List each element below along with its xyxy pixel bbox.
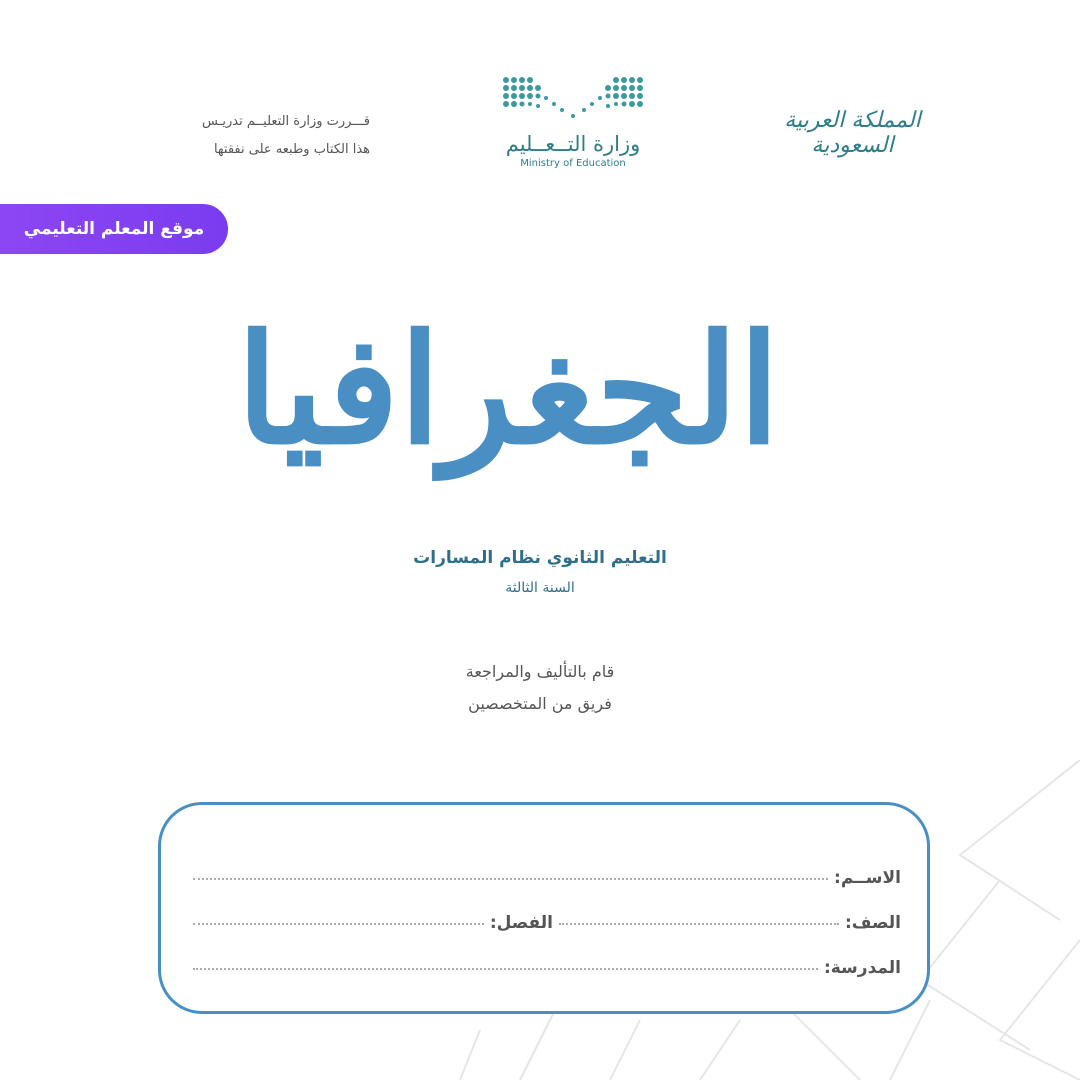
teacher-site-badge[interactable]: موقع المعلم التعليمي: [0, 204, 228, 254]
ministry-name-arabic: وزارة التــعــليم: [505, 132, 641, 156]
ministry-decree: [60, 108, 370, 164]
ministry-logo: [478, 72, 668, 169]
grade-field[interactable]: [559, 922, 839, 925]
ministry-dots-icon: [498, 72, 648, 122]
grade-row: [187, 888, 901, 933]
authors-credit: [300, 656, 780, 720]
decree-line-2: هذا الكتاب وطبعه على نفقتها: [213, 142, 370, 157]
authors-line-2: فريق من المتخصصين: [468, 694, 612, 713]
book-title: [236, 270, 780, 530]
book-title-text: الجغرافيا: [236, 302, 780, 478]
kingdom-logo: المملكة العربية السعودية: [784, 108, 921, 158]
name-label: الاســم:: [834, 868, 901, 888]
book-subtitle: التعليم الثانوي نظام المسارات: [413, 548, 667, 568]
grade-label: الصف:: [844, 913, 901, 933]
authors-line-1: قام بالتأليف والمراجعة: [465, 662, 615, 681]
decree-line-1: قـــررت وزارة التعليــم تدريـس: [202, 114, 370, 129]
ministry-name-english: Ministry of Education: [520, 158, 626, 169]
class-field[interactable]: [193, 922, 484, 925]
school-row: [187, 933, 901, 978]
student-info-box: [158, 802, 930, 1014]
school-label: المدرسة:: [823, 958, 901, 978]
name-field[interactable]: [193, 877, 828, 880]
class-label: الفصل:: [489, 913, 553, 933]
name-row: [187, 843, 901, 888]
school-field[interactable]: [193, 967, 818, 970]
book-year: السنة الثالثة: [505, 580, 575, 596]
